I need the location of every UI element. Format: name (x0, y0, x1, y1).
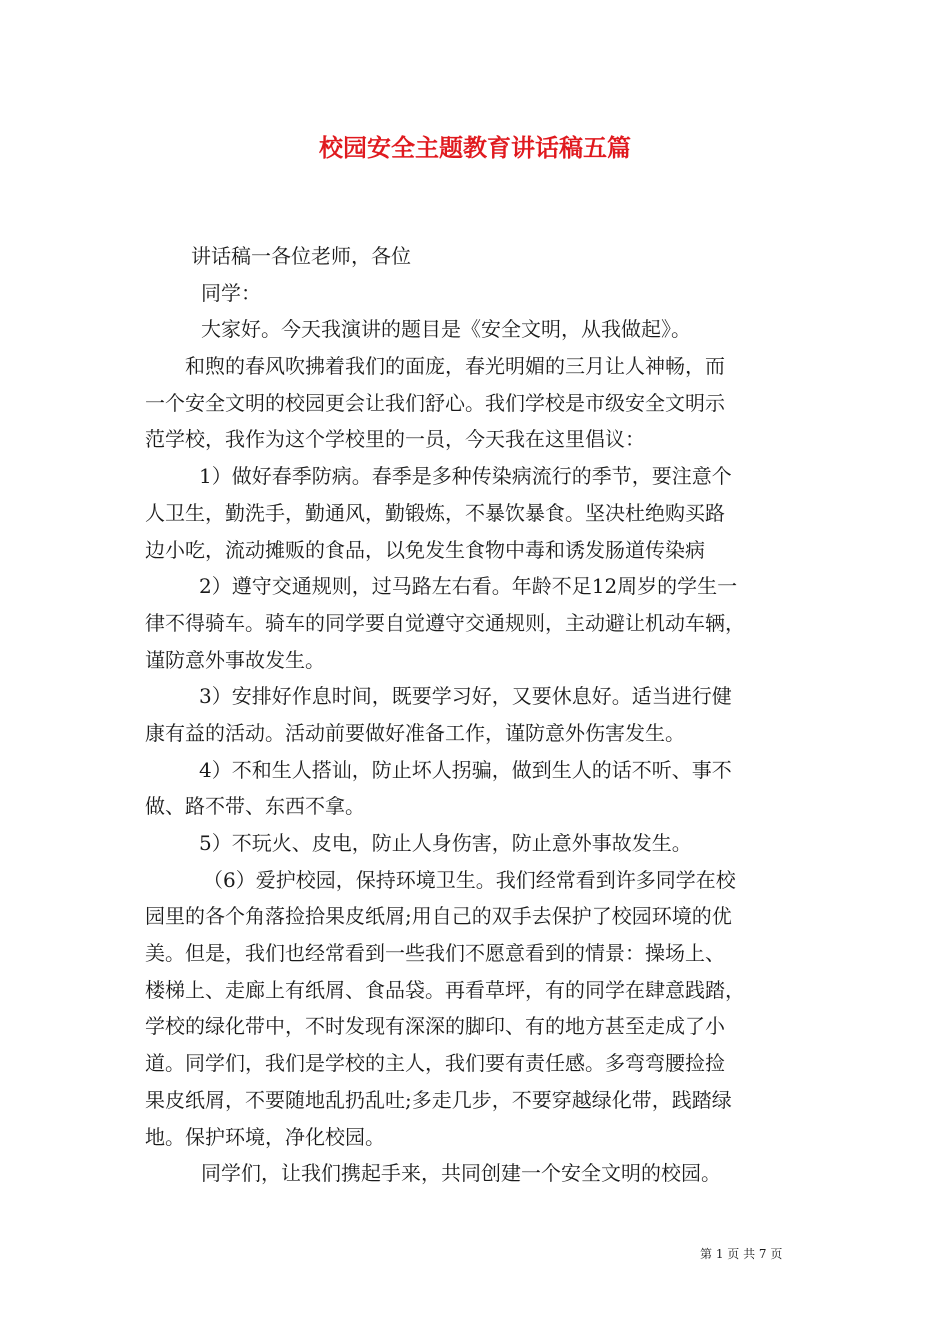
body-line: 人卫生，勤洗手，勤通风，勤锻炼，不暴饮暴食。坚决杜绝购买路 (145, 500, 725, 525)
body-line: 楼梯上、走廊上有纸屑、食品袋。再看草坪，有的同学在肆意践踏， (145, 977, 745, 1002)
body-line: 园里的各个角落捡拾果皮纸屑;用自己的双手去保护了校园环境的优 (145, 904, 732, 929)
body-line: 1）做好春季防病。春季是多种传染病流行的季节，要注意个 (199, 464, 732, 489)
body-line: 同学： (201, 280, 261, 305)
body-line: 果皮纸屑，不要随地乱扔乱吐;多走几步，不要穿越绿化带，践踏绿 (145, 1087, 732, 1112)
body-line: 和煦的春风吹拂着我们的面庞，春光明媚的三月让人神畅，而 (185, 354, 725, 379)
body-line: 大家好。今天我演讲的题目是《安全文明，从我做起》。 (201, 317, 691, 342)
body-line: 做、路不带、东西不拿。 (145, 794, 365, 819)
body-line: 律不得骑车。骑车的同学要自觉遵守交通规则，主动避让机动车辆， (145, 610, 745, 635)
body-line: 5）不玩火、皮电，防止人身伤害，防止意外事故发生。 (199, 831, 692, 855)
document-body (145, 238, 810, 1192)
page-footer: 第 1 页 共 7 页 (700, 1247, 783, 1261)
body-line: 讲话稿一各位老师，各位 (191, 244, 411, 268)
body-line: （6）爱护校园，保持环境卫生。我们经常看到许多同学在校 (203, 867, 736, 892)
body-line: 谨防意外事故发生。 (145, 647, 325, 672)
body-line: 4）不和生人搭讪，防止坏人拐骗，做到生人的话不听、事不 (199, 757, 732, 782)
body-line: 一个安全文明的校园更会让我们舒心。我们学校是市级安全文明示 (145, 390, 725, 415)
body-line: 美。但是，我们也经常看到一些我们不愿意看到的情景：操场上、 (145, 941, 725, 966)
body-line: 边小吃，流动摊贩的食品，以免发生食物中毒和诱发肠道传染病 (145, 537, 705, 562)
body-line: 康有益的活动。活动前要做好准备工作，谨防意外伤害发生。 (145, 720, 685, 745)
body-line: 3）安排好作息时间，既要学习好，又要休息好。适当进行健 (199, 684, 732, 709)
body-line: 同学们，让我们携起手来，共同创建一个安全文明的校园。 (201, 1161, 721, 1186)
body-line: 学校的绿化带中，不时发现有深深的脚印、有的地方甚至走成了小 (145, 1014, 725, 1039)
body-line: 道。同学们，我们是学校的主人，我们要有责任感。多弯弯腰捡捡 (145, 1051, 725, 1076)
document-title: 校园安全主题教育讲话稿五篇 (319, 133, 631, 162)
body-line: 2）遵守交通规则，过马路左右看。年龄不足12周岁的学生一 (199, 574, 738, 599)
body-line: 地。保护环境，净化校园。 (145, 1124, 385, 1149)
body-line: 范学校，我作为这个学校里的一员，今天我在这里倡议： (145, 427, 645, 452)
